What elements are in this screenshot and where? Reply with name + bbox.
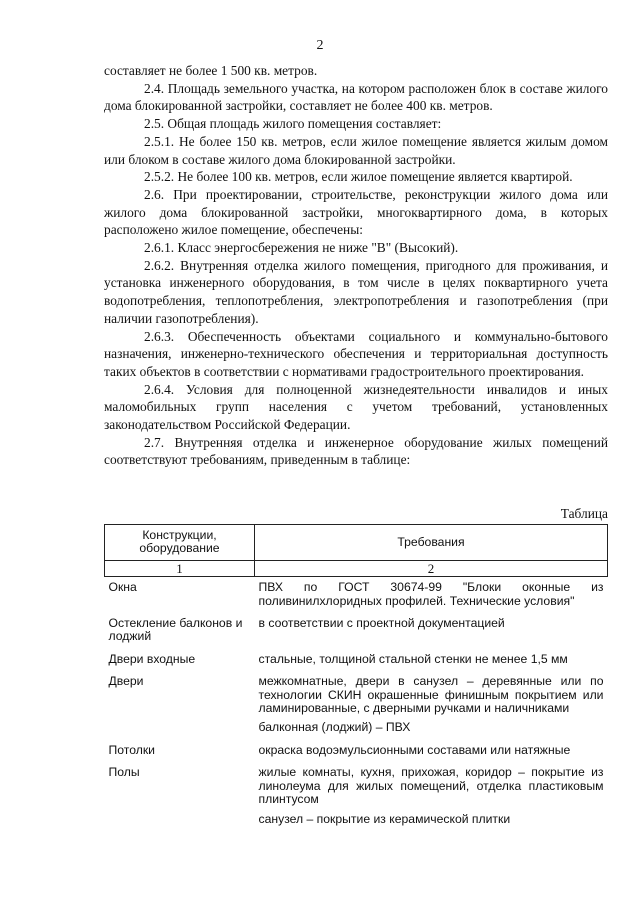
requirement-text: стальные, толщиной стальной стенки не менее 1,5 мм [258, 651, 568, 666]
paragraph: 2.4. Площадь земельного участка, на котором расположен блок в составе жилого дома блокированной застройки, составляет не более 400 кв. метров. [104, 80, 608, 114]
requirement-text: балконная (лоджий) – ПВХ [258, 720, 411, 735]
row-item: Полы [108, 765, 140, 780]
row-item: Двери [108, 674, 144, 689]
header-requirements: Требования [255, 525, 608, 561]
paragraph: составляет не более 1 500 кв. метров. [104, 63, 318, 78]
row-item: Потолки [108, 742, 155, 757]
table-row [105, 762, 608, 831]
document-body [104, 62, 608, 469]
table-row [105, 613, 608, 649]
row-requirements [255, 577, 608, 613]
paragraph: 2.5.1. Не более 150 кв. метров, если жилое помещение является жилым домом или блоком в составе жилого дома блокированной застройки. [104, 133, 608, 167]
table-row [105, 649, 608, 671]
row-item: Двери входные [108, 651, 196, 666]
requirement-text: санузел – покрытие из керамической плитки [258, 811, 511, 826]
row-requirements [255, 740, 608, 762]
row-requirements [255, 671, 608, 740]
requirement-text: межкомнатные, двери в санузел – деревянные или по технологии СКИН окрашенные финишным покрытием или ламинированные, с дверными ручками и наличниками [258, 674, 604, 716]
paragraph: 2.6.3. Обеспеченность объектами социального и коммунально-бытового назначения, инженерно-технического обеспечения и территориальная доступность таких объектов в соответствии с нормативами градостроительного проектирования. [104, 328, 608, 379]
paragraph: 2.5. Общая площадь жилого помещения составляет: [144, 116, 442, 132]
requirement-text: ПВХ по ГОСТ 30674-99 "Блоки оконные из поливинилхлоридных профилей. Технические условия" [258, 580, 604, 608]
requirement-text: окраска водоэмульсионными составами или натяжные [258, 742, 571, 757]
column-number: 2 [255, 560, 608, 576]
paragraph: 2.7. Внутренняя отделка и инженерное оборудование жилых помещений соответствуют требованиям, приведенным в таблице: [104, 434, 608, 468]
table-header-row [105, 525, 608, 561]
paragraph: 2.6. При проектировании, строительстве, реконструкции жилого дома или жилого дома блокированной застройки, многоквартирного дома, в которых расположено жилое помещение, обеспечены: [104, 186, 608, 238]
paragraph: 2.6.4. Условия для полноценной жизнедеятельности инвалидов и иных маломобильных групп населения с учетом требований, установленных законодательством Российской Федерации. [104, 381, 608, 433]
table-caption: Таблица [560, 506, 608, 521]
paragraph: 2.6.2. Внутренняя отделка жилого помещения, пригодного для проживания, и установка инженерного оборудования, в том числе в целях поквартирного учета водопотребления, теплопотребления, электропотребления и газопотребления (при наличии газопотребления). [104, 257, 608, 326]
requirements-table [104, 524, 608, 831]
table-row [105, 671, 608, 740]
requirement-text: в соответствии с проектной документацией [258, 616, 505, 631]
paragraph: 2.6.1. Класс энергосбережения не ниже "B" (Высокий). [144, 240, 459, 256]
row-item: Остекление балконов и лоджий [108, 616, 243, 644]
page-number: 2 [316, 38, 324, 53]
requirement-text: жилые комнаты, кухня, прихожая, коридор – покрытие из линолеума для жилых помещений, отделка пластиковым плинтусом [258, 765, 604, 807]
row-requirements [255, 613, 608, 649]
table-row [105, 740, 608, 762]
paragraph: 2.5.2. Не более 100 кв. метров, если жилое помещение является квартирой. [144, 169, 573, 185]
column-number-row [105, 560, 608, 576]
table-row [105, 577, 608, 613]
row-requirements [255, 762, 608, 831]
header-structures: Конструкции, оборудование [105, 525, 255, 561]
row-requirements [255, 649, 608, 671]
row-item: Окна [108, 580, 137, 595]
column-number: 1 [105, 560, 255, 576]
